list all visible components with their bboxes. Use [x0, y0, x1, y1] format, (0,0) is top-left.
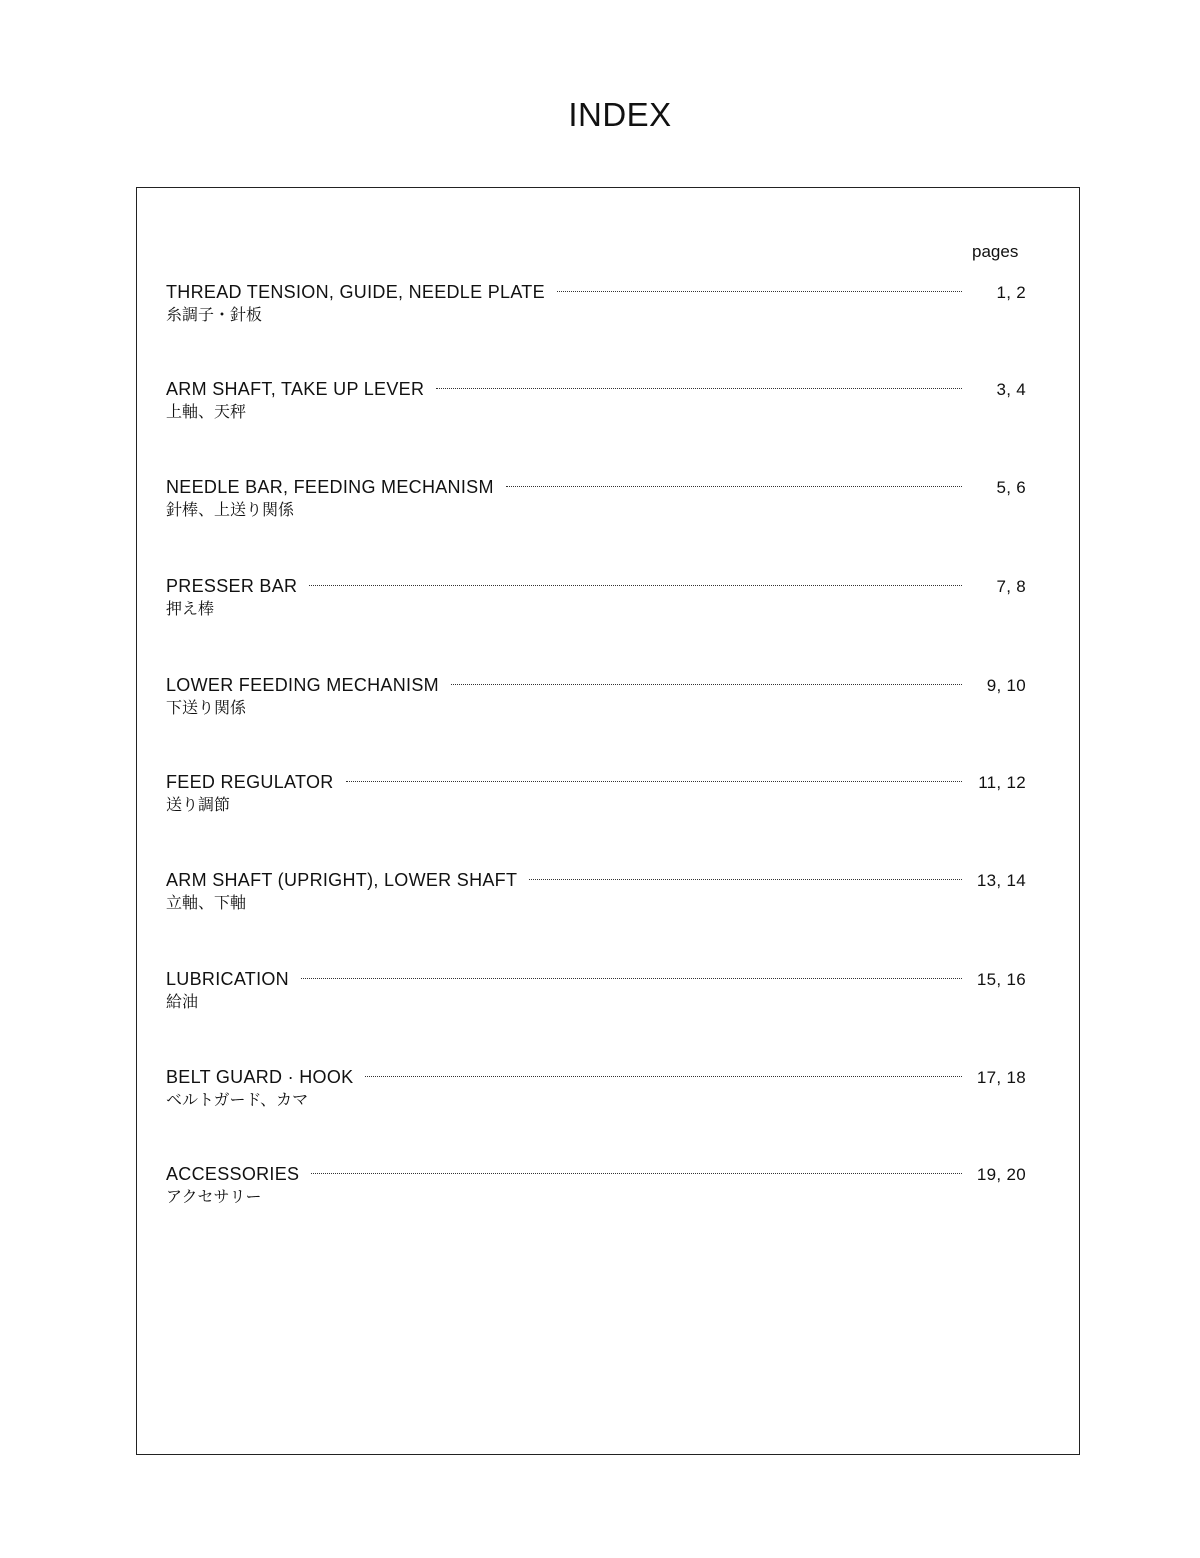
index-entry	[166, 771, 1026, 815]
dot-leader	[365, 1076, 962, 1077]
index-entry	[166, 674, 1026, 718]
entry-title: ACCESSORIES	[166, 1164, 300, 1184]
entry-pages: 1, 2	[996, 283, 1026, 302]
dot-leader	[529, 879, 962, 880]
index-entry	[166, 575, 1026, 619]
entry-japanese-title: 押え棒	[166, 599, 215, 618]
entry-pages: 7, 8	[996, 577, 1026, 596]
entry-title: FEED REGULATOR	[166, 772, 334, 792]
index-entry	[166, 869, 1026, 913]
entry-title: BELT GUARD · HOOK	[166, 1067, 354, 1087]
entry-japanese-title: 針棒、上送り関係	[166, 500, 295, 519]
entry-title: LOWER FEEDING MECHANISM	[166, 675, 439, 695]
entry-japanese-title: 立軸、下軸	[166, 893, 247, 912]
entry-japanese-title: 給油	[166, 992, 199, 1011]
entry-pages: 5, 6	[996, 478, 1026, 497]
entry-japanese-title: アクセサリー	[166, 1187, 262, 1206]
dot-leader	[506, 486, 962, 487]
entry-pages: 11, 12	[978, 773, 1026, 792]
index-entry	[166, 968, 1026, 1012]
entry-title: NEEDLE BAR, FEEDING MECHANISM	[166, 477, 494, 497]
dot-leader	[311, 1173, 962, 1174]
entry-japanese-title: ベルトガード、カマ	[166, 1090, 309, 1109]
entry-pages: 19, 20	[976, 1165, 1026, 1184]
entry-title: ARM SHAFT, TAKE UP LEVER	[166, 379, 425, 399]
entry-pages: 9, 10	[986, 676, 1026, 695]
entry-pages: 3, 4	[996, 380, 1026, 399]
entry-pages: 15, 16	[976, 970, 1026, 989]
index-entry	[166, 1066, 1026, 1110]
index-entry	[166, 476, 1026, 520]
dot-leader	[301, 978, 962, 979]
dot-leader	[346, 781, 962, 782]
index-entry	[166, 378, 1026, 422]
entry-title: ARM SHAFT (UPRIGHT), LOWER SHAFT	[166, 870, 518, 890]
index-entry	[166, 1163, 1026, 1207]
page-title: INDEX	[568, 96, 672, 133]
entry-japanese-title: 下送り関係	[166, 698, 247, 717]
dot-leader	[309, 585, 962, 586]
entry-japanese-title: 送り調節	[166, 795, 231, 814]
dot-leader	[436, 388, 962, 389]
dot-leader	[557, 291, 962, 292]
entry-japanese-title: 糸調子・針板	[166, 305, 263, 324]
entry-pages: 13, 14	[976, 871, 1026, 890]
entry-title: THREAD TENSION, GUIDE, NEEDLE PLATE	[166, 282, 545, 302]
pages-column-header: pages	[972, 242, 1019, 261]
entry-japanese-title: 上軸、天秤	[166, 402, 247, 421]
entry-pages: 17, 18	[976, 1068, 1026, 1087]
index-entry	[166, 281, 1026, 325]
dot-leader	[451, 684, 962, 685]
entry-title: PRESSER BAR	[166, 576, 298, 596]
entry-title: LUBRICATION	[166, 969, 289, 989]
